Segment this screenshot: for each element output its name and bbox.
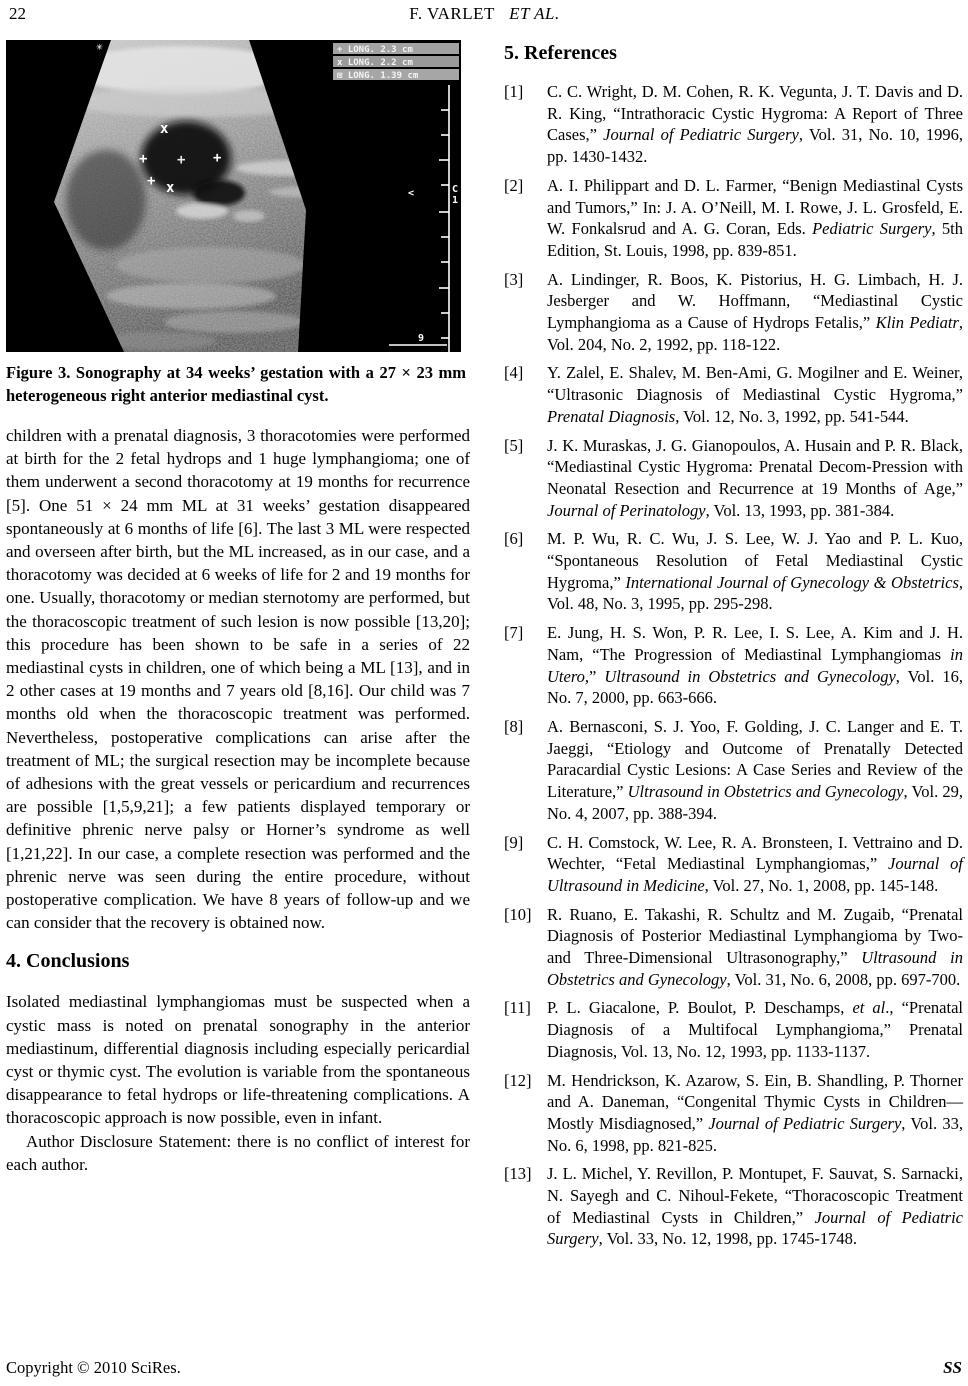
reference-text: J. L. Michel, Y. Revillon, P. Montupet, F. Sauvat, S. Sarnacki, N. Sayegh and C. Nihoul-Fekete, “Thoracoscopic Treatment of Mediastinal Cysts in Children,” Journal of Pediatric Surgery, Vol. 33, No. 12, 1998, pp. 1745-1748. bbox=[547, 1164, 963, 1249]
scale-label-1: 1 bbox=[452, 195, 459, 206]
reference-number: [2] bbox=[504, 175, 524, 195]
reference-text: E. Jung, H. S. Won, P. R. Lee, I. S. Lee, A. Kim and J. H. Nam, “The Progression of Mediastinal Lymphangiomas in Utero,” Ultrasound in Obstetrics and Gynecology, Vol. 16, No. 7, 2000, pp. 663-666. bbox=[547, 623, 963, 708]
page-number: 22 bbox=[9, 4, 26, 23]
reference-item bbox=[504, 175, 963, 262]
caliper-plus-icon: + bbox=[177, 152, 186, 168]
reference-item bbox=[504, 997, 963, 1062]
reference-number: [7] bbox=[504, 623, 524, 643]
references-list bbox=[504, 81, 963, 1250]
caliper-plus-icon: + bbox=[213, 150, 222, 166]
running-head bbox=[6, 4, 963, 26]
scale-label-9: 9 bbox=[418, 333, 425, 344]
reference-text: M. Hendrickson, K. Azarow, S. Ein, B. Shandling, P. Thorner and A. Daneman, “Congenital Thymic Cysts in Children—Mostly Misdiagnosed,” Journal of Pediatric Surgery, Vol. 33, No. 6, 1998, pp. 821-825. bbox=[547, 1070, 963, 1155]
reference-item bbox=[504, 362, 963, 427]
caliper-x-icon: x bbox=[166, 180, 175, 196]
copyright-notice: Copyright © 2010 SciRes. bbox=[6, 1358, 181, 1377]
reference-number: [6] bbox=[504, 529, 524, 549]
reference-number: [10] bbox=[504, 904, 532, 924]
figure-3 bbox=[6, 40, 470, 407]
focus-arrow-icon: < bbox=[408, 188, 415, 199]
journal-abbrev: SS bbox=[943, 1358, 962, 1377]
page-footer bbox=[6, 1358, 962, 1378]
author-disclosure-paragraph: Author Disclosure Statement: there is no conflict of interest for each author. bbox=[6, 1131, 470, 1174]
reference-number: [8] bbox=[504, 716, 524, 736]
reference-number: [1] bbox=[504, 82, 524, 101]
measurement-row: ⊠ LONG. 1.39 cm bbox=[337, 71, 419, 81]
reference-number: [9] bbox=[504, 832, 524, 852]
left-column bbox=[6, 40, 470, 1257]
reference-text: M. P. Wu, R. C. Wu, J. S. Lee, W. J. Yao and P. L. Kuo, “Spontaneous Resolution of Fetal Mediastinal Cystic Hygroma,” International Journal of Gynecology & Obstetrics, Vol. 48, No. 3, 1995, pp. 295-298. bbox=[547, 529, 963, 614]
measurement-row: + LONG. 2.3 cm bbox=[337, 45, 413, 55]
reference-number: [5] bbox=[504, 435, 524, 455]
reference-item bbox=[504, 832, 963, 897]
reference-number: [11] bbox=[504, 998, 531, 1018]
reference-text: P. L. Giacalone, P. Boulot, P. Deschamps, et al., “Prenatal Diagnosis of a Multifocal Lymphangioma,” Prenatal Diagnosis, Vol. 13, No. 12, 1993, pp. 1133-1137. bbox=[547, 998, 963, 1061]
reference-number: [3] bbox=[504, 269, 524, 289]
running-title bbox=[6, 4, 963, 24]
reference-item bbox=[504, 81, 963, 168]
ultrasound-svg bbox=[6, 40, 461, 352]
reference-item bbox=[504, 1163, 963, 1250]
conclusions-heading: 4. Conclusions bbox=[6, 950, 130, 973]
reference-item bbox=[504, 622, 963, 709]
reference-item bbox=[504, 269, 963, 356]
reference-text: A. I. Philippart and D. L. Farmer, “Benign Mediastinal Cysts and Tumors,” In: J. A. O’Neill, M. I. Rowe, J. L. Grosfeld, E. W. Fonkalsrud and A. G. Coran, Eds. Pediatric Surgery, 5th Edition, St. Louis, 1998, pp. 839-851. bbox=[547, 175, 963, 260]
ultrasound-image bbox=[6, 40, 461, 352]
conclusions-paragraph: Isolated mediastinal lymphangiomas must be suspected when a cystic mass is noted on prenatal sonography in the anterior mediastinum, differential diagnosis including especially pericardial cyst or thymic cyst. The evolution is variable from the spontaneous disappearance to fetal hydrops or life-threatening complications. A thoracoscopic approach is now possible, even in infant. bbox=[6, 992, 470, 1128]
reference-number: [4] bbox=[504, 363, 524, 383]
reference-number: [13] bbox=[504, 1164, 532, 1184]
scale-label-c: C bbox=[452, 184, 459, 195]
caliper-x-icon: x bbox=[160, 121, 169, 137]
reference-text: Y. Zalel, E. Shalev, M. Ben-Ami, G. Mogilner and E. Weiner, “Ultrasonic Diagnosis of Mediastinal Cystic Hygroma,” Prenatal Diagnosis, Vol. 12, No. 3, 1992, pp. 541-544. bbox=[547, 363, 963, 426]
reference-text: A. Bernasconi, S. J. Yoo, F. Golding, J. C. Langer and E. T. Jaeggi, “Etiology and Outcome of Prenatally Detected Paracardial Cystic Lesions: A Case Series and Review of the Literature,” Ultrasound in Obstetrics and Gynecology, Vol. 29, No. 4, 2007, pp. 388-394. bbox=[547, 716, 963, 823]
reference-number: [12] bbox=[504, 1070, 532, 1090]
references-heading: 5. References bbox=[504, 42, 617, 64]
reference-item bbox=[504, 528, 963, 615]
running-title-etal: ET AL. bbox=[509, 4, 560, 23]
reference-item bbox=[504, 435, 963, 522]
right-column bbox=[504, 40, 963, 1257]
running-title-authors: F. VARLET bbox=[409, 4, 495, 23]
reference-item bbox=[504, 716, 963, 825]
caliper-plus-icon: + bbox=[139, 151, 148, 167]
figure-caption: Figure 3. Sonography at 34 weeks’ gestation with a 27 × 23 mm heterogeneous right anterior mediastinal cyst. bbox=[6, 363, 466, 405]
reference-text: J. K. Muraskas, J. G. Gianopoulos, A. Husain and P. R. Black, “Mediastinal Cystic Hygroma: Prenatal Decom-Pression with Neonatal Resection and Recurrence at 19 Months of Age,” Journal of Perinatology, Vol. 13, 1993, pp. 381-384. bbox=[547, 435, 963, 520]
measurement-overlay bbox=[333, 43, 459, 81]
reference-item bbox=[504, 904, 963, 991]
probe-marker-icon: ✳ bbox=[96, 40, 103, 53]
measurement-row: x LONG. 2.2 cm bbox=[337, 58, 413, 68]
reference-text: C. H. Comstock, W. Lee, R. A. Bronsteen, I. Vettraino and D. Wechter, “Fetal Mediastinal Lymphangiomas,” Journal of Ultrasound in Medicine, Vol. 27, No. 1, 2008, pp. 145-148. bbox=[547, 832, 963, 895]
reference-text: C. C. Wright, D. M. Cohen, R. K. Vegunta, J. T. Davis and D. R. King, “Intrathoracic Cystic Hygroma: A Report of Three Cases,” Journal of Pediatric Surgery, Vol. 31, No. 10, 1996, pp. 1430-1432. bbox=[547, 82, 963, 167]
discussion-paragraph: children with a prenatal diagnosis, 3 thoracotomies were performed at birth for the 2 fetal hydrops and 1 huge lymphangioma; one of them underwent a second thoracotomy at 19 months for recurrence [5]. One 51 × 24 mm ML at 31 weeks’ gestation disappeared spontaneously at 6 months of life [6]. The last 3 ML were respected and overseen after birth, but the ML increased, as in our case, and a thoracotomy was decided at 6 weeks of life for 2 and 19 months for one. Usually, thoracotomy or median sternotomy are performed, but the thoracoscopic treatment of such lesion is now possible [13,20]; this procedure has been shown to be safe in a series of 22 mediastinal cysts in children, one of which being a ML [13], and in 2 other cases at 19 months and 7 years old [8,16]. Our child was 7 months old when the thoracoscopic treatment was performed. Nevertheless, postoperative complications can arise after the treatment of ML; the surgical resection may be incomplete because of adhesions with the great vessels or pericardium and recurrences are possible [1,5,9,21]; a few patients displayed temporary or definitive phrenic nerve palsy or Horner’s syndrome as well [1,21,22]. In our case, a complete resection was performed and the phrenic nerve was seen during the entire procedure, without postoperative complication. We have 8 years of follow-up and we can consider that the recovery is obtained now. bbox=[6, 426, 470, 933]
reference-text: A. Lindinger, R. Boos, K. Pistorius, H. G. Limbach, H. J. Jesberger and W. Hoffmann, “Mediastinal Cystic Lymphangioma as a Cause of Hydrops Fetalis,” Klin Pediatr, Vol. 204, No. 2, 1992, pp. 118-122. bbox=[547, 269, 964, 354]
caliper-plus-icon: + bbox=[147, 173, 156, 189]
reference-text: R. Ruano, E. Takashi, R. Schultz and M. Zugaib, “Prenatal Diagnosis of Posterior Mediastinal Lymphangioma by Two- and Three-Dimensional Ultrasonography,” Ultrasound in Obstetrics and Gynecology, Vol. 31, No. 6, 2008, pp. 697-700. bbox=[547, 904, 963, 989]
reference-item bbox=[504, 1070, 963, 1157]
